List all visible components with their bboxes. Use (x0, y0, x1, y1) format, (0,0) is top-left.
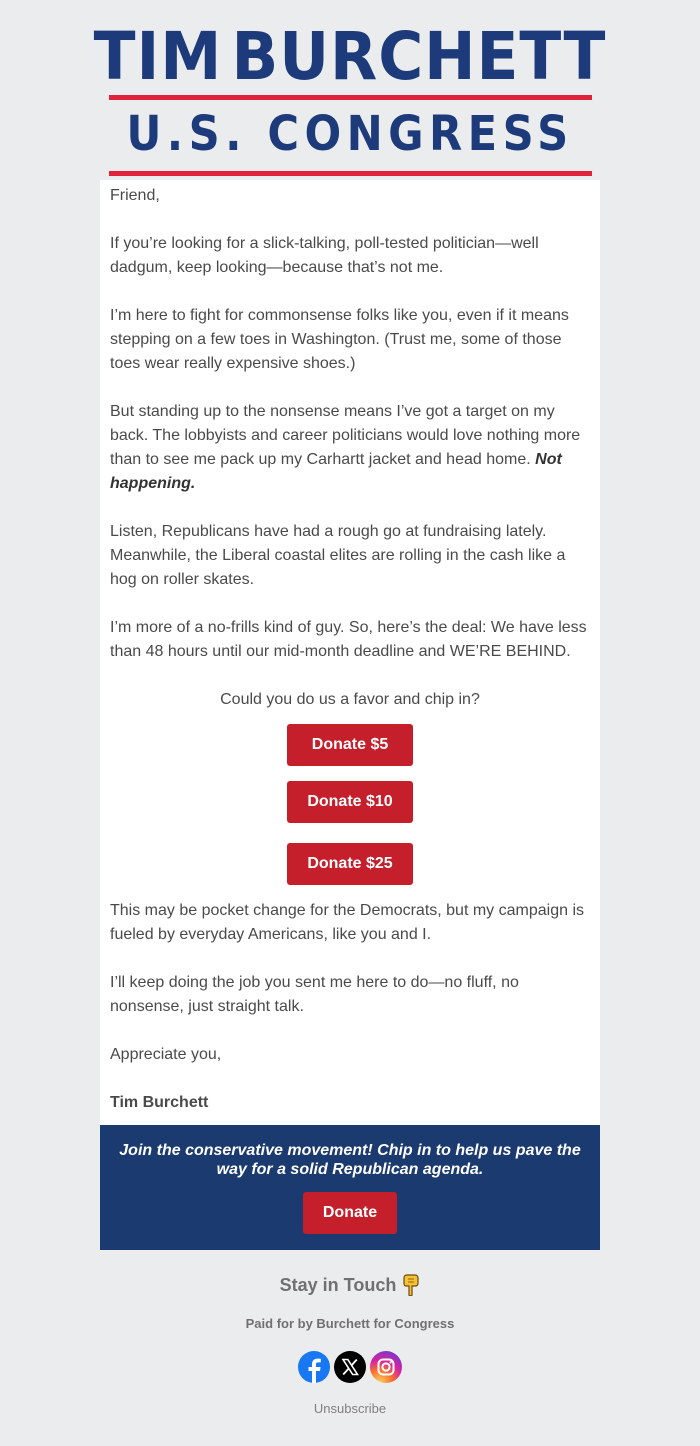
logo-divider-top (109, 95, 592, 100)
campaign-logo (93, 0, 607, 180)
paragraph-1: If you’re looking for a slick-talking, poll-tested politician—well dadgum, keep looking—because that’s not me. (110, 235, 539, 276)
stay-in-touch (280, 1274, 421, 1296)
donate-button-row-25 (110, 843, 590, 885)
pointing-down-hand-icon (402, 1274, 420, 1296)
paragraph-4: Listen, Republicans have had a rough go at fundraising lately. Meanwhile, the Liberal coastal elites are rolling in the cash like a hog on roller skates. (110, 523, 566, 588)
unsubscribe-link[interactable]: Unsubscribe (313, 1401, 387, 1416)
paragraph-5: I’m more of a no-frills kind of guy. So, here’s the deal: We have less than 48 hours until our mid-month deadline and WE’RE BEHIND. (110, 619, 587, 660)
logo-last-name: BURCHETT (231, 18, 607, 95)
email-container (93, 0, 607, 1416)
facebook-icon[interactable] (298, 1351, 330, 1383)
footer (100, 1250, 600, 1416)
donate-button-row-10 (110, 781, 590, 823)
signature: Tim Burchett (110, 1094, 209, 1111)
paragraph-3-emphasis: Not happening. (110, 451, 562, 492)
donate-25-button[interactable]: Donate $25 (287, 843, 413, 885)
social-links (100, 1351, 600, 1383)
closing: Appreciate you, (110, 1046, 222, 1063)
donation-ask: Could you do us a favor and chip in? (220, 691, 480, 708)
logo-name (93, 18, 607, 95)
letter-body (100, 180, 600, 1125)
donate-5-button[interactable]: Donate $5 (287, 724, 413, 766)
paid-for-disclaimer: Paid for by Burchett for Congress (245, 1316, 455, 1331)
paragraph-3 (110, 400, 590, 496)
x-icon[interactable] (334, 1351, 366, 1383)
logo-first-name: TIM (93, 18, 223, 95)
paragraph-3-text: But standing up to the nonsense means I’ve got a target on my back. The lobbyists and career politicians would love nothing more than to see me pack up my Carhartt jacket and head home. (110, 403, 581, 468)
banner-donate-button[interactable]: Donate (303, 1192, 397, 1234)
paragraph-7: I’ll keep doing the job you sent me here to do—no fluff, no nonsense, just straight talk. (110, 974, 519, 1015)
logo-divider-bottom (109, 171, 592, 176)
logo-subtitle: U.S. CONGRESS (126, 106, 574, 162)
instagram-icon[interactable] (370, 1351, 402, 1383)
paragraph-6: This may be pocket change for the Democrats, but my campaign is fueled by everyday Americans, like you and I. (110, 902, 584, 943)
salutation: Friend, (110, 187, 160, 204)
donate-banner (100, 1125, 600, 1250)
donate-button-row-5 (110, 724, 590, 766)
banner-text: Join the conservative movement! Chip in to help us pave the way for a solid Republican agenda. (119, 1142, 581, 1178)
paragraph-2: I’m here to fight for commonsense folks like you, even if it means stepping on a few toes in Washington. (Trust me, some of those toes wear really expensive shoes.) (110, 307, 569, 372)
donate-10-button[interactable]: Donate $10 (287, 781, 413, 823)
stay-in-touch-label: Stay in Touch (279, 1274, 397, 1295)
